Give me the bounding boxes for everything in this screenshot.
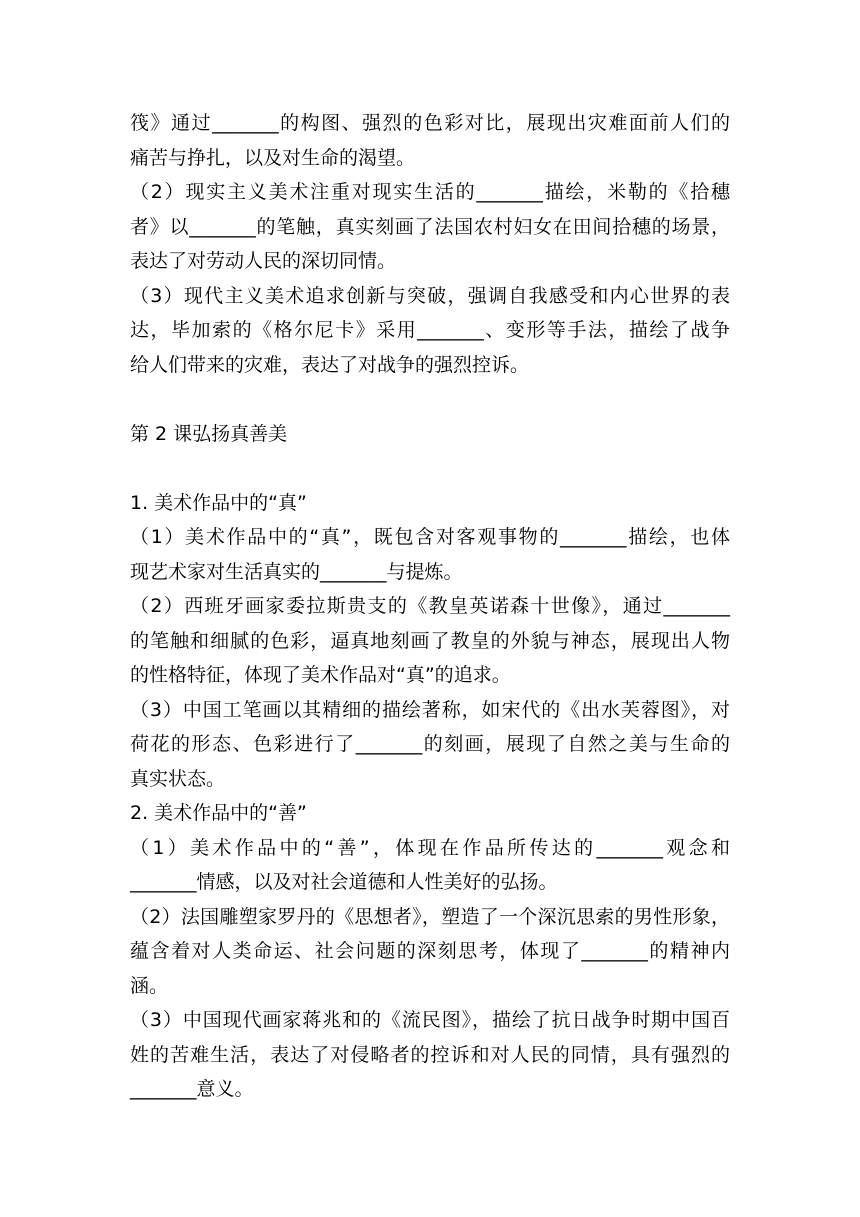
text-line: 筏》通过_______的构图、强烈的色彩对比，展现出灾难面前人们的 <box>130 112 730 134</box>
text-line: （3）中国工笔画以其精细的描绘著称，如宋代的《出水芙蓉图》，对 <box>130 698 730 721</box>
text-line: 真实状态。 <box>130 767 226 790</box>
text-line: （2）法国雕塑家罗丹的《思想者》，塑造了一个深沉思索的男性形象， <box>130 905 730 928</box>
text-line: 的性格特征，体现了美术作品对“真”的追求。 <box>130 664 511 686</box>
text-line: 达，毕加索的《格尔尼卡》采用_______、变形等手法，描绘了战争 <box>130 319 730 341</box>
text-line: 者》以_______的笔触，真实刻画了法国农村妇女在田间拾穗的场景， <box>130 215 730 238</box>
document-page <box>130 106 730 1107</box>
text-line: _______情感，以及对社会道德和人性美好的弘扬。 <box>130 871 558 893</box>
text-line: （2）西班牙画家委拉斯贵支的《教皇英诺森十世像》，通过_______ <box>130 595 730 617</box>
text-line: （2）现实主义美术注重对现实生活的_______描绘，米勒的《拾穗 <box>130 181 730 203</box>
text-line: 荷花的形态、色彩进行了_______的刻画，展现了自然之美与生命的 <box>130 733 730 755</box>
text-line: 的笔触和细腻的色彩，逼真地刻画了教皇的外貌与神态，展现出人物 <box>130 629 730 652</box>
text-line: 表达了对劳动人民的深切同情。 <box>130 250 397 272</box>
blank-line <box>130 451 730 486</box>
text-line: 蕴含着对人类命运、社会问题的深刻思考，体现了_______的精神内 <box>130 940 730 962</box>
text-line: 给人们带来的灾难，表达了对战争的强烈控诉。 <box>130 353 530 376</box>
text-line: _______意义。 <box>130 1078 254 1100</box>
text-line: （1）美术作品中的“真”，既包含对客观事物的_______描绘，也体 <box>130 526 730 548</box>
blank-line <box>130 382 730 417</box>
lesson-title: 第 2 课弘扬真善美 <box>130 422 288 445</box>
section-heading-truth: 1. 美术作品中的“真” <box>130 491 307 514</box>
text-line: 涵。 <box>130 974 169 997</box>
section-heading-goodness: 2. 美术作品中的“善” <box>130 802 307 824</box>
text-line: （3）中国现代画家蒋兆和的《流民图》，描绘了抗日战争时期中国百 <box>130 1009 730 1031</box>
text-line: 痛苦与挣扎，以及对生命的渴望。 <box>130 146 416 169</box>
text-line: 姓的苦难生活，表达了对侵略者的控诉和对人民的同情，具有强烈的 <box>130 1043 730 1066</box>
text-line: （3）现代主义美术追求创新与突破，强调自我感受和内心世界的表 <box>130 284 730 307</box>
text-line: 现艺术家对生活真实的_______与提炼。 <box>130 560 463 583</box>
text-line: （1）美术作品中的“善”，体现在作品所传达的_______观念和 <box>130 836 730 859</box>
